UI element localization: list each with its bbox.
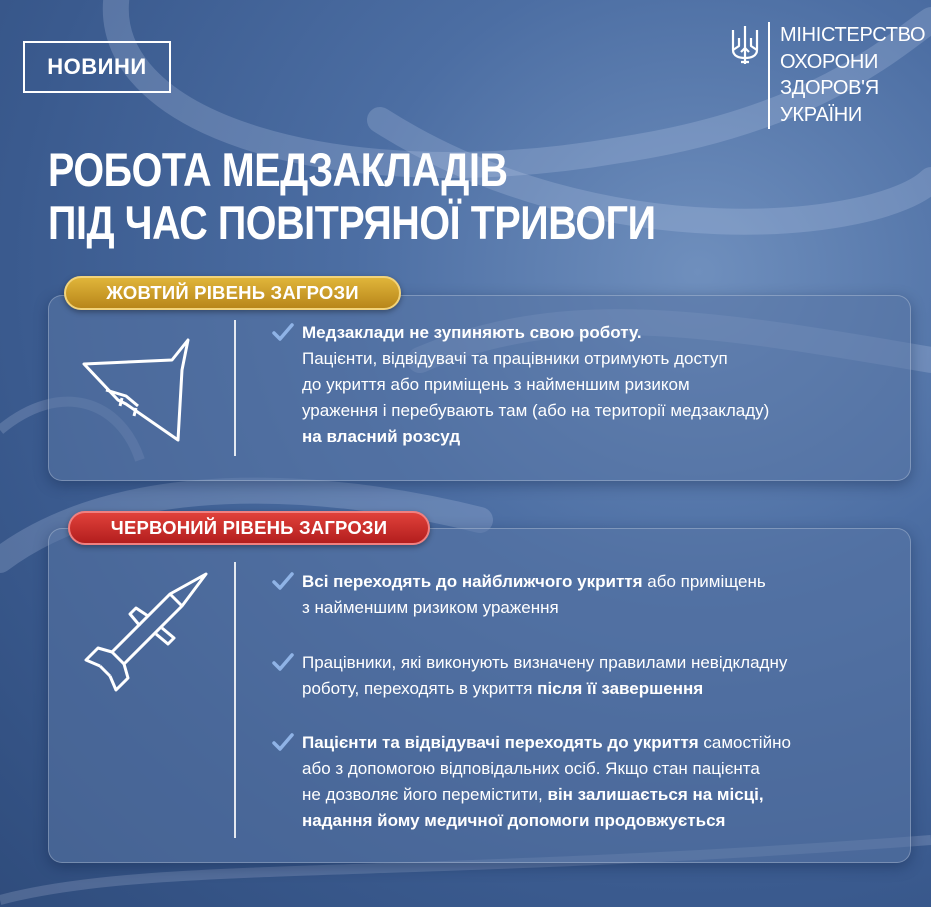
check-icon (272, 732, 294, 752)
red-item-3-line: або з допомогою відповідальних осіб. Якщо стан пацієнта (302, 759, 760, 778)
red-level-badge: ЧЕРВОНИЙ РІВЕНЬ ЗАГРОЗИ (68, 511, 430, 545)
page-title (48, 143, 656, 249)
red-item-3-bold-3: надання йому медичної допомоги продовжується (302, 811, 726, 830)
ministry-line: ЗДОРОВ'Я (780, 77, 879, 99)
ministry-name (780, 22, 925, 128)
yellow-level-badge: ЖОВТИЙ РІВЕНЬ ЗАГРОЗИ (64, 276, 401, 310)
red-item-1-rest: або приміщень (642, 572, 766, 591)
ministry-logo (730, 22, 925, 129)
check-icon (272, 652, 294, 672)
missile-icon (78, 568, 214, 704)
check-icon (272, 571, 294, 591)
check-icon (272, 322, 294, 342)
red-item-3 (272, 730, 791, 834)
red-item-2-plain: роботу, переходять в укриття (302, 679, 538, 698)
red-item-2 (272, 650, 787, 702)
yellow-item-bold-lead: Медзаклади не зупиняють свою роботу. (302, 323, 642, 342)
red-item-2-line: Працівники, які виконують визначену правилами невідкладну (302, 653, 788, 672)
yellow-item-line: до укриття або приміщень з найменшим ризиком (302, 375, 690, 394)
yellow-item-line: ураження і перебувають там (або на території медзакладу) (302, 401, 770, 420)
ministry-line: УКРАЇНИ (780, 103, 862, 126)
news-tag: НОВИНИ (23, 41, 171, 93)
ministry-line: ОХОРОНИ (780, 50, 879, 73)
title-line: РОБОТА МЕДЗАКЛАДІВ (48, 143, 508, 196)
ministry-line: МІНІСТЕРСТВО (780, 24, 926, 46)
red-item-3-plain: не дозволяє його перемістити, (302, 785, 548, 804)
yellow-item-line: Пацієнти, відвідувачі та працівники отримують доступ (302, 349, 728, 368)
yellow-item (272, 320, 769, 450)
red-item-1-line: з найменшим ризиком ураження (302, 598, 559, 617)
red-item-3-bold-2: він залишається на місці, (547, 785, 764, 804)
title-line: ПІД ЧАС ПОВІТРЯНОЇ ТРИВОГИ (48, 196, 656, 249)
red-item-2-bold: після її завершення (537, 679, 704, 698)
red-item-3-bold: Пацієнти та відвідувачі переходять до укриття (302, 733, 699, 752)
red-item-1-bold: Всі переходять до найближчого укриття (302, 572, 643, 591)
drone-icon (78, 330, 198, 450)
red-card-divider (234, 562, 236, 838)
red-item-3-rest: самостійно (698, 733, 791, 752)
red-item-1 (272, 569, 766, 621)
yellow-card-divider (234, 320, 236, 456)
yellow-item-bold-tail: на власний розсуд (302, 427, 461, 446)
trident-icon (730, 24, 760, 66)
ministry-divider (768, 22, 770, 129)
